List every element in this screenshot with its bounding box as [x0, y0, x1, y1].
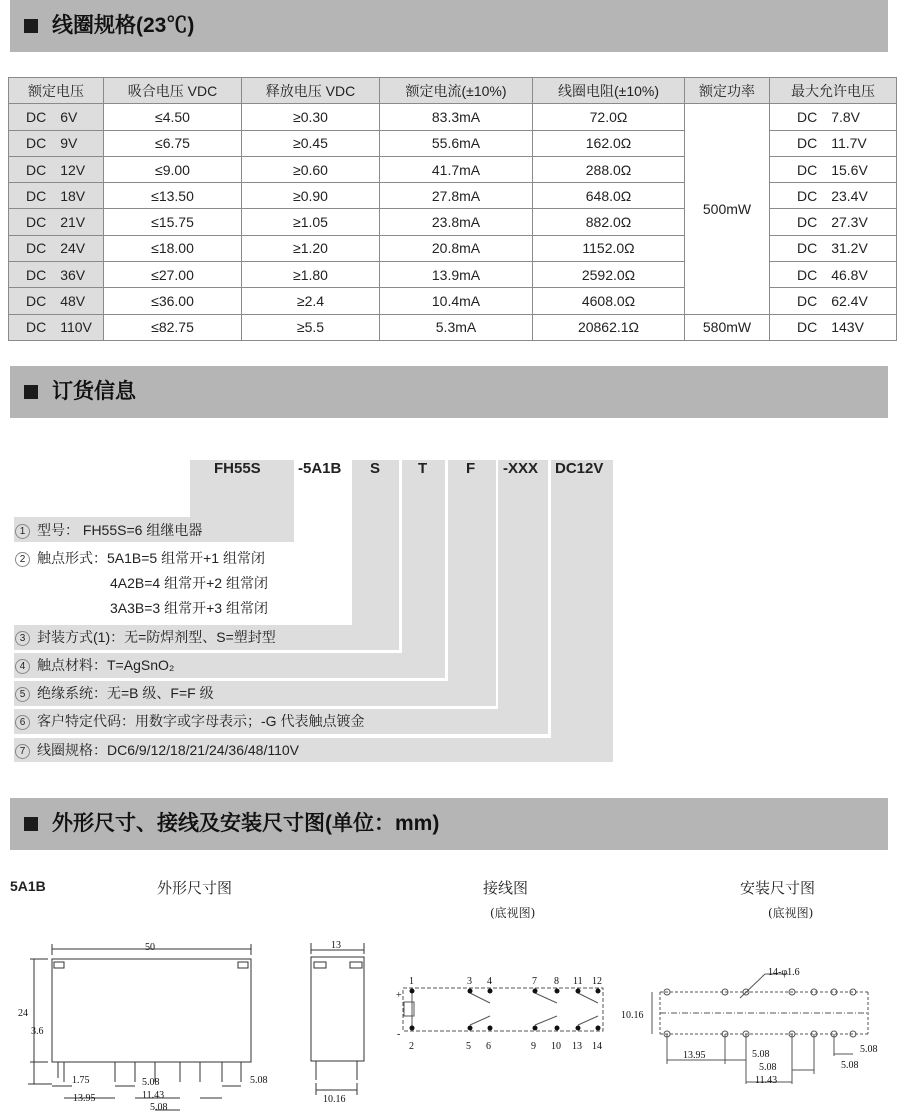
coil-resistance: 648.0Ω	[533, 183, 685, 209]
rated-voltage: DC 36V	[9, 262, 104, 288]
model-label: 5A1B	[10, 878, 46, 894]
dim-5-08: 5.08	[841, 1060, 859, 1071]
rated-current: 20.8mA	[380, 235, 533, 261]
pickup-voltage: ≤82.75	[104, 314, 242, 340]
coil-resistance: 2592.0Ω	[533, 262, 685, 288]
section-title: 订货信息	[52, 380, 136, 403]
column-header: 线圈电阻(±10%)	[533, 78, 685, 104]
rated-current: 23.8mA	[380, 209, 533, 235]
release-voltage: ≥1.05	[242, 209, 380, 235]
rated-current: 55.6mA	[380, 130, 533, 156]
section-title: 外形尺寸、接线及安装尺寸图(单位：mm)	[52, 812, 440, 835]
coil-plus-label: +	[396, 990, 402, 1001]
dim-11-43: 11.43	[142, 1090, 165, 1101]
dim-11-43: 11.43	[755, 1075, 778, 1086]
dim-pin-row: 10.16	[323, 1094, 346, 1105]
item-number: 4	[15, 659, 30, 674]
coil-resistance: 4608.0Ω	[533, 288, 685, 314]
pickup-voltage: ≤18.00	[104, 235, 242, 261]
pickup-voltage: ≤13.50	[104, 183, 242, 209]
release-voltage: ≥5.5	[242, 314, 380, 340]
max-voltage: DC 46.8V	[770, 262, 897, 288]
pn-custom-code: -XXX	[503, 460, 539, 477]
svg-text:9: 9	[531, 1041, 536, 1052]
max-voltage: DC 27.3V	[770, 209, 897, 235]
max-voltage: DC 15.6V	[770, 156, 897, 182]
release-voltage: ≥0.45	[242, 130, 380, 156]
pin-labels-top	[409, 976, 602, 987]
dim-pin-length: 3.6	[31, 1026, 44, 1037]
dim-5-08: 5.08	[150, 1102, 168, 1113]
svg-text:3: 3	[467, 976, 472, 987]
rated-voltage: DC 9V	[9, 130, 104, 156]
item-text: 绝缘系统：无=B 级、F=F 级	[37, 685, 214, 701]
pn-insulation: F	[466, 460, 476, 477]
dim-width: 13	[331, 940, 341, 951]
rated-power: 500mW	[685, 104, 770, 314]
pickup-voltage: ≤36.00	[104, 288, 242, 314]
svg-text:11: 11	[573, 976, 583, 987]
pickup-voltage: ≤15.75	[104, 209, 242, 235]
dim-length: 50	[145, 942, 155, 953]
pn-package: S	[370, 460, 381, 477]
rated-voltage: DC 21V	[9, 209, 104, 235]
max-voltage: DC 7.8V	[770, 104, 897, 130]
pn-coil: DC12V	[555, 460, 604, 477]
svg-text:12: 12	[592, 976, 602, 987]
rated-power: 580mW	[685, 314, 770, 340]
svg-text:4: 4	[487, 976, 492, 987]
pin-labels-bottom	[409, 1041, 602, 1052]
pickup-voltage: ≤27.00	[104, 262, 242, 288]
rated-current: 10.4mA	[380, 288, 533, 314]
dim-5-08: 5.08	[142, 1077, 160, 1088]
item-text: 封装方式(1)：无=防焊剂型、S=塑封型	[37, 629, 276, 645]
item-number: 2	[15, 552, 30, 567]
item-number: 7	[15, 744, 30, 759]
rated-current: 27.8mA	[380, 183, 533, 209]
dim-5-08: 5.08	[860, 1044, 878, 1055]
rated-current: 13.9mA	[380, 262, 533, 288]
release-voltage: ≥0.30	[242, 104, 380, 130]
coil-resistance: 882.0Ω	[533, 209, 685, 235]
pn-contact-form: -5A1B	[298, 460, 342, 477]
svg-text:6: 6	[486, 1041, 491, 1052]
column-header: 额定功率	[685, 78, 770, 104]
section-title: 线圈规格(23℃)	[52, 14, 195, 37]
release-voltage: ≥1.20	[242, 235, 380, 261]
coil-resistance: 1152.0Ω	[533, 235, 685, 261]
coil-resistance: 20862.1Ω	[533, 314, 685, 340]
coil-resistance: 288.0Ω	[533, 156, 685, 182]
dim-13-95: 13.95	[73, 1093, 96, 1104]
item-number: 5	[15, 687, 30, 702]
rated-current: 83.3mA	[380, 104, 533, 130]
max-voltage: DC 31.2V	[770, 235, 897, 261]
rated-current: 5.3mA	[380, 314, 533, 340]
item-number: 6	[15, 715, 30, 730]
pickup-voltage: ≤9.00	[104, 156, 242, 182]
svg-text:10: 10	[551, 1041, 561, 1052]
pn-series: FH55S	[214, 460, 261, 477]
svg-text:7: 7	[532, 976, 537, 987]
outline-drawing-title: 外形尺寸图	[157, 879, 233, 897]
column-header: 最大允许电压	[770, 78, 897, 104]
dim-13-95: 13.95	[683, 1050, 706, 1061]
max-voltage: DC 23.4V	[770, 183, 897, 209]
rated-voltage: DC 6V	[9, 104, 104, 130]
item-text: 4A2B=4 组常开+2 组常闭	[110, 575, 268, 591]
item-number: 1	[15, 524, 30, 539]
mounting-drawing-subtitle: (底视图)	[768, 906, 814, 920]
max-voltage: DC 143V	[770, 314, 897, 340]
release-voltage: ≥1.80	[242, 262, 380, 288]
release-voltage: ≥0.90	[242, 183, 380, 209]
dim-height: 24	[18, 1008, 28, 1019]
dim-5-08: 5.08	[759, 1062, 777, 1073]
item-number: 3	[15, 631, 30, 646]
rated-voltage: DC 48V	[9, 288, 104, 314]
release-voltage: ≥0.60	[242, 156, 380, 182]
svg-text:13: 13	[572, 1041, 582, 1052]
release-voltage: ≥2.4	[242, 288, 380, 314]
rated-voltage: DC 12V	[9, 156, 104, 182]
rated-current: 41.7mA	[380, 156, 533, 182]
mounting-drawing-title: 安装尺寸图	[740, 879, 816, 897]
wiring-diagram-subtitle: (底视图)	[490, 906, 536, 920]
wiring-diagram-title: 接线图	[483, 879, 529, 897]
coil-minus-label: -	[397, 1029, 401, 1040]
svg-text:1: 1	[409, 976, 414, 987]
rated-voltage: DC 24V	[9, 235, 104, 261]
dim-1-75: 1.75	[72, 1075, 90, 1086]
svg-text:2: 2	[409, 1041, 414, 1052]
column-header: 额定电压	[9, 78, 104, 104]
rated-voltage: DC 110V	[9, 314, 104, 340]
hole-spec: 14-φ1.6	[768, 967, 800, 978]
svg-text:5: 5	[466, 1041, 471, 1052]
pickup-voltage: ≤6.75	[104, 130, 242, 156]
coil-resistance: 162.0Ω	[533, 130, 685, 156]
max-voltage: DC 11.7V	[770, 130, 897, 156]
dim-5-08: 5.08	[250, 1075, 268, 1086]
column-header: 吸合电压 VDC	[104, 78, 242, 104]
rated-voltage: DC 18V	[9, 183, 104, 209]
coil-resistance: 72.0Ω	[533, 104, 685, 130]
item-text: 3A3B=3 组常开+3 组常闭	[110, 600, 268, 616]
item-text: 客户特定代码：用数字或字母表示；-G 代表触点镀金	[37, 713, 365, 729]
column-header: 释放电压 VDC	[242, 78, 380, 104]
svg-text:14: 14	[592, 1041, 602, 1052]
item-text: 型号： FH55S=6 组继电器	[37, 522, 203, 538]
column-header: 额定电流(±10%)	[380, 78, 533, 104]
item-text: 线圈规格：DC6/9/12/18/21/24/36/48/110V	[37, 742, 300, 758]
item-text: 触点材料：T=AgSnO₂	[37, 657, 175, 673]
max-voltage: DC 62.4V	[770, 288, 897, 314]
dim-row-spacing: 10.16	[621, 1010, 644, 1021]
svg-text:8: 8	[554, 976, 559, 987]
dim-5-08: 5.08	[752, 1049, 770, 1060]
pickup-voltage: ≤4.50	[104, 104, 242, 130]
pn-contact-material: T	[418, 460, 428, 477]
item-text: 触点形式：5A1B=5 组常开+1 组常闭	[37, 550, 265, 566]
